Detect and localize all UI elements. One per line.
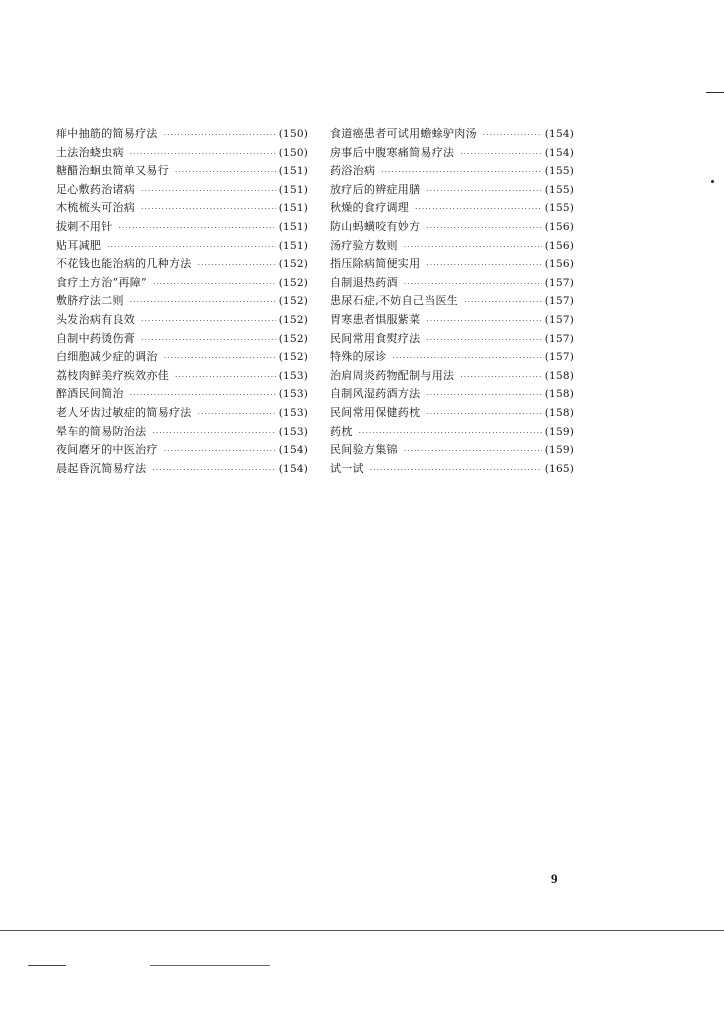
toc-entry-title: 药枕 — [330, 424, 353, 438]
toc-entry-page: (159) — [544, 444, 574, 457]
toc-entry-page: (152) — [278, 351, 308, 364]
toc-entry-title: 自制中药烫伤膏 — [56, 331, 136, 345]
toc-dot-leader — [415, 200, 542, 219]
toc-entry-title: 秋燥的食疗调理 — [330, 201, 410, 215]
toc-entry — [56, 441, 308, 460]
toc-dot-leader — [141, 331, 276, 350]
toc-dot-leader — [404, 275, 542, 294]
toc-entry-title: 食疗土方治“再障” — [56, 275, 147, 289]
toc-entry-title: 试一试 — [330, 461, 364, 475]
toc-entry — [330, 385, 574, 404]
toc-entry-title: 头发治病有良效 — [56, 312, 136, 326]
toc-entry-page: (157) — [544, 332, 574, 345]
toc-dot-leader — [107, 238, 276, 257]
toc-entry-page: (153) — [278, 425, 308, 438]
toc-entry-title: 汤疗验方数则 — [330, 238, 398, 252]
toc-dot-leader — [460, 145, 541, 164]
toc-entry-title: 自制风湿药酒方法 — [330, 387, 421, 401]
toc-dot-leader — [164, 442, 276, 461]
toc-entry-page: (157) — [544, 351, 574, 364]
toc-entry-title: 足心敷药治诸病 — [56, 182, 136, 196]
toc-entry-page: (151) — [278, 239, 308, 252]
toc-entry-page: (152) — [278, 295, 308, 308]
toc-entry-page: (152) — [278, 258, 308, 271]
toc-entry-title: 拔刺不用针 — [56, 219, 113, 233]
toc-dot-leader — [198, 405, 276, 424]
toc-entry — [56, 460, 308, 479]
toc-entry — [56, 330, 308, 349]
toc-entry — [56, 218, 308, 237]
toc-entry-title: 自制退热药酒 — [330, 275, 398, 289]
toc-entry-page: (154) — [278, 444, 308, 457]
toc-entry-title: 治肩周炎药物配制与用法 — [330, 368, 455, 382]
toc-entry-title: 贴耳减肥 — [56, 238, 102, 252]
toc-entry-title: 民间常用保健药枕 — [330, 405, 421, 419]
toc-dot-leader — [460, 368, 541, 387]
toc-entry-page: (156) — [544, 220, 574, 233]
toc-entry-title: 放疗后的辨症用膳 — [330, 182, 421, 196]
toc-entry-title: 白细胞减少症的调治 — [56, 350, 158, 364]
toc-entry-title: 木梳梳头可治病 — [56, 201, 136, 215]
toc-entry — [330, 125, 574, 144]
toc-entry — [330, 181, 574, 200]
toc-entry-page: (150) — [278, 128, 308, 140]
toc-entry — [56, 237, 308, 256]
toc-entry-title: 药浴治病 — [330, 164, 376, 178]
toc-entry-title: 防山蚂蟥咬有妙方 — [330, 219, 421, 233]
toc-entry — [330, 292, 574, 311]
toc-dot-leader — [130, 145, 276, 164]
toc-entry-page: (156) — [544, 258, 574, 271]
toc-entry-title: 糖醋治蛔虫简单又易行 — [56, 164, 169, 178]
toc-dot-leader — [393, 349, 542, 368]
toc-entry-page: (151) — [278, 202, 308, 215]
toc-dot-leader — [164, 349, 276, 368]
toc-entry-title: 夜间磨牙的中医治疗 — [56, 443, 158, 457]
toc-entry — [330, 460, 574, 479]
toc-dot-leader — [141, 182, 276, 201]
toc-entry-title: 晨起昏沉简易疗法 — [56, 461, 147, 475]
toc-entry-title: 特殊的尿诊 — [330, 350, 387, 364]
toc-entry-title: 敷脐疗法二则 — [56, 294, 124, 308]
toc-dot-leader — [464, 293, 542, 312]
toc-dot-leader — [426, 312, 541, 331]
toc-entry-title: 食道癌患者可试用蟾蜍驴肉汤 — [330, 127, 477, 140]
toc-entry-page: (153) — [278, 369, 308, 382]
toc-entry — [330, 348, 574, 367]
toc-entry-page: (155) — [544, 183, 574, 196]
toc-entry — [330, 144, 574, 163]
toc-dot-leader — [359, 424, 542, 443]
toc-entry — [56, 255, 308, 274]
toc-entry — [330, 255, 574, 274]
toc-entry-page: (154) — [278, 462, 308, 475]
toc-dot-leader — [426, 405, 541, 424]
toc-entry-page: (150) — [278, 146, 308, 159]
scan-line-bottom-mid — [150, 965, 270, 966]
toc-entry-title: 晕车的简易防治法 — [56, 424, 147, 438]
scan-speck — [711, 180, 714, 183]
toc-dot-leader — [141, 200, 276, 219]
toc-entry-page: (155) — [544, 165, 574, 178]
toc-entry-title: 胃寒患者惧服紫菜 — [330, 312, 421, 326]
toc-entry-page: (152) — [278, 276, 308, 289]
toc-entry-page: (152) — [278, 313, 308, 326]
toc-entry — [330, 367, 574, 386]
toc-entry — [56, 199, 308, 218]
toc-dot-leader — [152, 461, 275, 480]
scan-line-top-right — [706, 92, 724, 93]
toc-entry-page: (151) — [278, 165, 308, 178]
toc-entry — [330, 423, 574, 442]
toc-entry — [56, 125, 308, 144]
toc-entry-page: (154) — [544, 146, 574, 159]
toc-dot-leader — [175, 163, 276, 182]
toc-entry — [56, 144, 308, 163]
toc-dot-leader — [153, 275, 276, 294]
toc-entry-title: 老人牙齿过敏症的简易疗法 — [56, 405, 192, 419]
scan-line-bottom-left — [28, 965, 66, 966]
toc-dot-leader — [483, 126, 542, 145]
toc-entry — [56, 181, 308, 200]
toc-entry-title: 不花钱也能治病的几种方法 — [56, 257, 192, 271]
toc-entry-title: 醉酒民间简治 — [56, 387, 124, 401]
toc-entry-page: (155) — [544, 202, 574, 215]
toc-entry — [56, 404, 308, 423]
toc-entry-page: (154) — [544, 128, 574, 140]
toc-entry-page: (151) — [278, 183, 308, 196]
toc-dot-leader — [426, 182, 541, 201]
toc-entry — [330, 404, 574, 423]
toc-dot-leader — [404, 442, 542, 461]
toc-entry-page: (158) — [544, 369, 574, 382]
toc-entry-page: (152) — [278, 332, 308, 345]
scan-line-bottom — [0, 930, 724, 931]
toc-entry — [56, 311, 308, 330]
toc-dot-leader — [426, 386, 541, 405]
toc-dot-leader — [426, 331, 541, 350]
toc-dot-leader — [175, 368, 276, 387]
toc-right-column — [330, 125, 574, 478]
toc-entry-page: (151) — [278, 220, 308, 233]
toc-dot-leader — [119, 219, 276, 238]
toc-entry — [56, 274, 308, 293]
toc-entry — [330, 199, 574, 218]
toc-entry — [56, 292, 308, 311]
toc-entry-title: 指压除病简便实用 — [330, 257, 421, 271]
toc-entry-page: (157) — [544, 313, 574, 326]
toc-dot-leader — [152, 424, 275, 443]
toc-entry-title: 土法治蛲虫病 — [56, 145, 124, 159]
toc-entry — [330, 218, 574, 237]
toc-entry — [56, 348, 308, 367]
toc-dot-leader — [404, 238, 542, 257]
toc-entry-page: (158) — [544, 388, 574, 401]
toc-entry-title: 荔枝肉鲜美疗疾效亦佳 — [56, 368, 169, 382]
toc-entry — [330, 330, 574, 349]
toc-entry — [330, 237, 574, 256]
toc-dot-leader — [198, 256, 276, 275]
toc-entry-page: (159) — [544, 425, 574, 438]
toc-entry — [56, 385, 308, 404]
toc-entry-title: 民间常用食熨疗法 — [330, 331, 421, 345]
toc-entry-page: (153) — [278, 406, 308, 419]
toc-entry-title: 民间验方集锦 — [330, 443, 398, 457]
toc-dot-leader — [164, 126, 276, 145]
toc-entry — [330, 311, 574, 330]
toc-dot-leader — [141, 312, 276, 331]
toc-entry — [330, 441, 574, 460]
toc-dot-leader — [381, 163, 542, 182]
toc-entry-page: (157) — [544, 276, 574, 289]
toc-left-column — [56, 125, 308, 478]
toc-entry — [56, 367, 308, 386]
toc-entry — [56, 162, 308, 181]
toc-entry-page: (153) — [278, 388, 308, 401]
toc-dot-leader — [130, 293, 276, 312]
page-number: 9 — [551, 871, 558, 886]
toc-entry-page: (165) — [544, 462, 574, 475]
toc-entry — [330, 162, 574, 181]
toc-dot-leader — [426, 219, 541, 238]
toc-entry — [330, 274, 574, 293]
toc-entry-title: 痱中抽筋的简易疗法 — [56, 127, 158, 140]
toc-entry-title: 患尿石症,不妨自己当医生 — [330, 294, 459, 308]
toc-dot-leader — [426, 256, 541, 275]
toc-entry-page: (157) — [544, 295, 574, 308]
toc-entry-page: (156) — [544, 239, 574, 252]
toc-dot-leader — [130, 386, 276, 405]
toc-entry — [56, 423, 308, 442]
toc-entry-title: 房事后中腹寒痛简易疗法 — [330, 145, 455, 159]
toc-entry-page: (158) — [544, 406, 574, 419]
toc-dot-leader — [370, 461, 542, 480]
